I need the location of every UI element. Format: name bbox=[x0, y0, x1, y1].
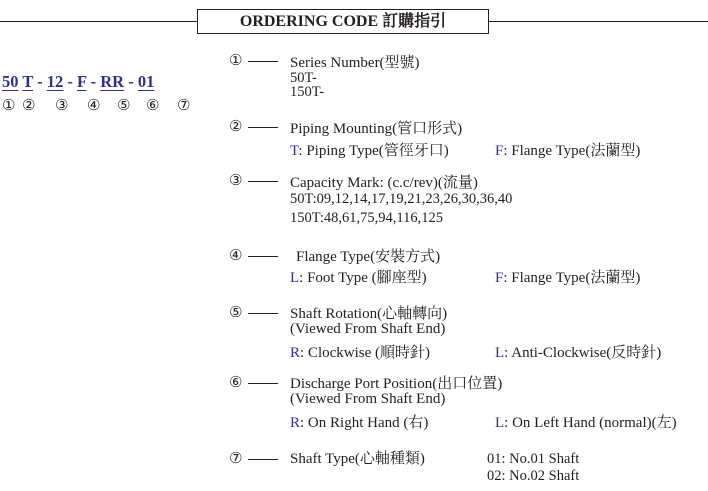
option-text: : On Left Hand (normal)(左) bbox=[504, 415, 677, 431]
code-marker-4: ④ bbox=[87, 96, 101, 114]
option-key: F bbox=[495, 143, 504, 159]
item-marker: ② bbox=[229, 117, 243, 135]
item-marker: ⑦ bbox=[229, 449, 243, 467]
code-marker-3: ③ bbox=[55, 96, 69, 114]
option-key: L bbox=[495, 345, 505, 361]
code-marker-2: ② bbox=[22, 96, 36, 114]
item-title: Shaft Rotation(心軸轉向) bbox=[290, 306, 448, 322]
code-markers bbox=[0, 96, 200, 116]
item-option-left bbox=[290, 341, 430, 362]
item-line: 50T:09,12,14,17,19,21,23,26,30,36,40 bbox=[290, 191, 513, 207]
item-subtitle: (Viewed From Shaft End) bbox=[290, 321, 446, 337]
item-subtitle: (Viewed From Shaft End) bbox=[290, 391, 446, 407]
leader-line bbox=[248, 256, 278, 257]
option-key: R bbox=[290, 415, 301, 431]
option-key: R bbox=[290, 345, 301, 361]
item-title: Flange Type(安裝方式) bbox=[296, 249, 441, 265]
option-key: T bbox=[290, 143, 299, 159]
option-text: : Flange Type(法蘭型) bbox=[503, 143, 641, 159]
item-line: 01: No.01 Shaft bbox=[487, 451, 580, 467]
item-line: 02: No.02 Shaft bbox=[487, 468, 580, 484]
item-option-right bbox=[495, 341, 661, 362]
code-separator: - bbox=[128, 72, 134, 91]
item-marker: ① bbox=[229, 51, 243, 69]
code-part-piping: T bbox=[22, 72, 34, 91]
item-marker: ③ bbox=[229, 171, 243, 189]
code-marker-7: ⑦ bbox=[177, 96, 191, 114]
item-option-left bbox=[290, 266, 427, 287]
page-title: ORDERING CODE 訂購指引 bbox=[197, 9, 489, 34]
code-separator: - bbox=[90, 72, 97, 91]
item-marker: ④ bbox=[229, 246, 243, 264]
item-option-right bbox=[495, 266, 640, 287]
option-text: : Foot Type (腳座型) bbox=[299, 270, 427, 286]
option-text: : On Right Hand (右) bbox=[300, 415, 429, 431]
item-title: Shaft Type(心軸種類) bbox=[290, 451, 425, 467]
option-text: : Piping Type(管徑牙口) bbox=[298, 143, 449, 159]
code-separator: - bbox=[37, 72, 43, 91]
item-line: 150T- bbox=[290, 84, 325, 100]
code-part-shaft: 01 bbox=[137, 72, 155, 91]
item-option-left bbox=[290, 411, 428, 432]
leader-line bbox=[248, 383, 278, 384]
option-key: L bbox=[495, 415, 505, 431]
option-text: : Anti-Clockwise(反時針) bbox=[504, 345, 662, 361]
leader-line bbox=[248, 313, 278, 314]
item-title: Piping Mounting(管口形式) bbox=[290, 121, 463, 137]
code-marker-5: ⑤ bbox=[117, 96, 131, 114]
option-key: L bbox=[290, 270, 300, 286]
code-part-rotation: RR bbox=[100, 72, 125, 91]
item-line: 150T:48,61,75,94,116,125 bbox=[290, 210, 444, 226]
header-rule-left bbox=[0, 21, 197, 22]
header-rule-right bbox=[488, 21, 708, 22]
leader-line bbox=[248, 127, 278, 128]
item-title: Series Number(型號) bbox=[290, 55, 420, 71]
item-option-right bbox=[495, 139, 640, 160]
item-option-left bbox=[290, 139, 449, 160]
ordering-code-example bbox=[2, 72, 154, 92]
leader-line bbox=[248, 61, 278, 62]
option-text: : Clockwise (順時針) bbox=[300, 345, 430, 361]
item-line: 50T- bbox=[290, 70, 317, 86]
item-title: Capacity Mark: (c.c/rev)(流量) bbox=[290, 175, 478, 191]
code-part-series: 50 bbox=[2, 72, 19, 91]
code-separator: - bbox=[67, 72, 73, 91]
code-part-flange: F bbox=[77, 72, 87, 91]
item-title: Discharge Port Position(出口位置) bbox=[290, 376, 503, 392]
leader-line bbox=[248, 181, 278, 182]
option-key: F bbox=[495, 270, 504, 286]
item-option-right bbox=[495, 411, 677, 432]
item-marker: ⑤ bbox=[229, 303, 243, 321]
code-part-capacity: 12 bbox=[46, 72, 64, 91]
item-marker: ⑥ bbox=[229, 373, 243, 391]
option-text: : Flange Type(法蘭型) bbox=[503, 270, 641, 286]
leader-line bbox=[248, 459, 278, 460]
code-marker-1: ① bbox=[2, 96, 16, 114]
code-marker-6: ⑥ bbox=[146, 96, 160, 114]
